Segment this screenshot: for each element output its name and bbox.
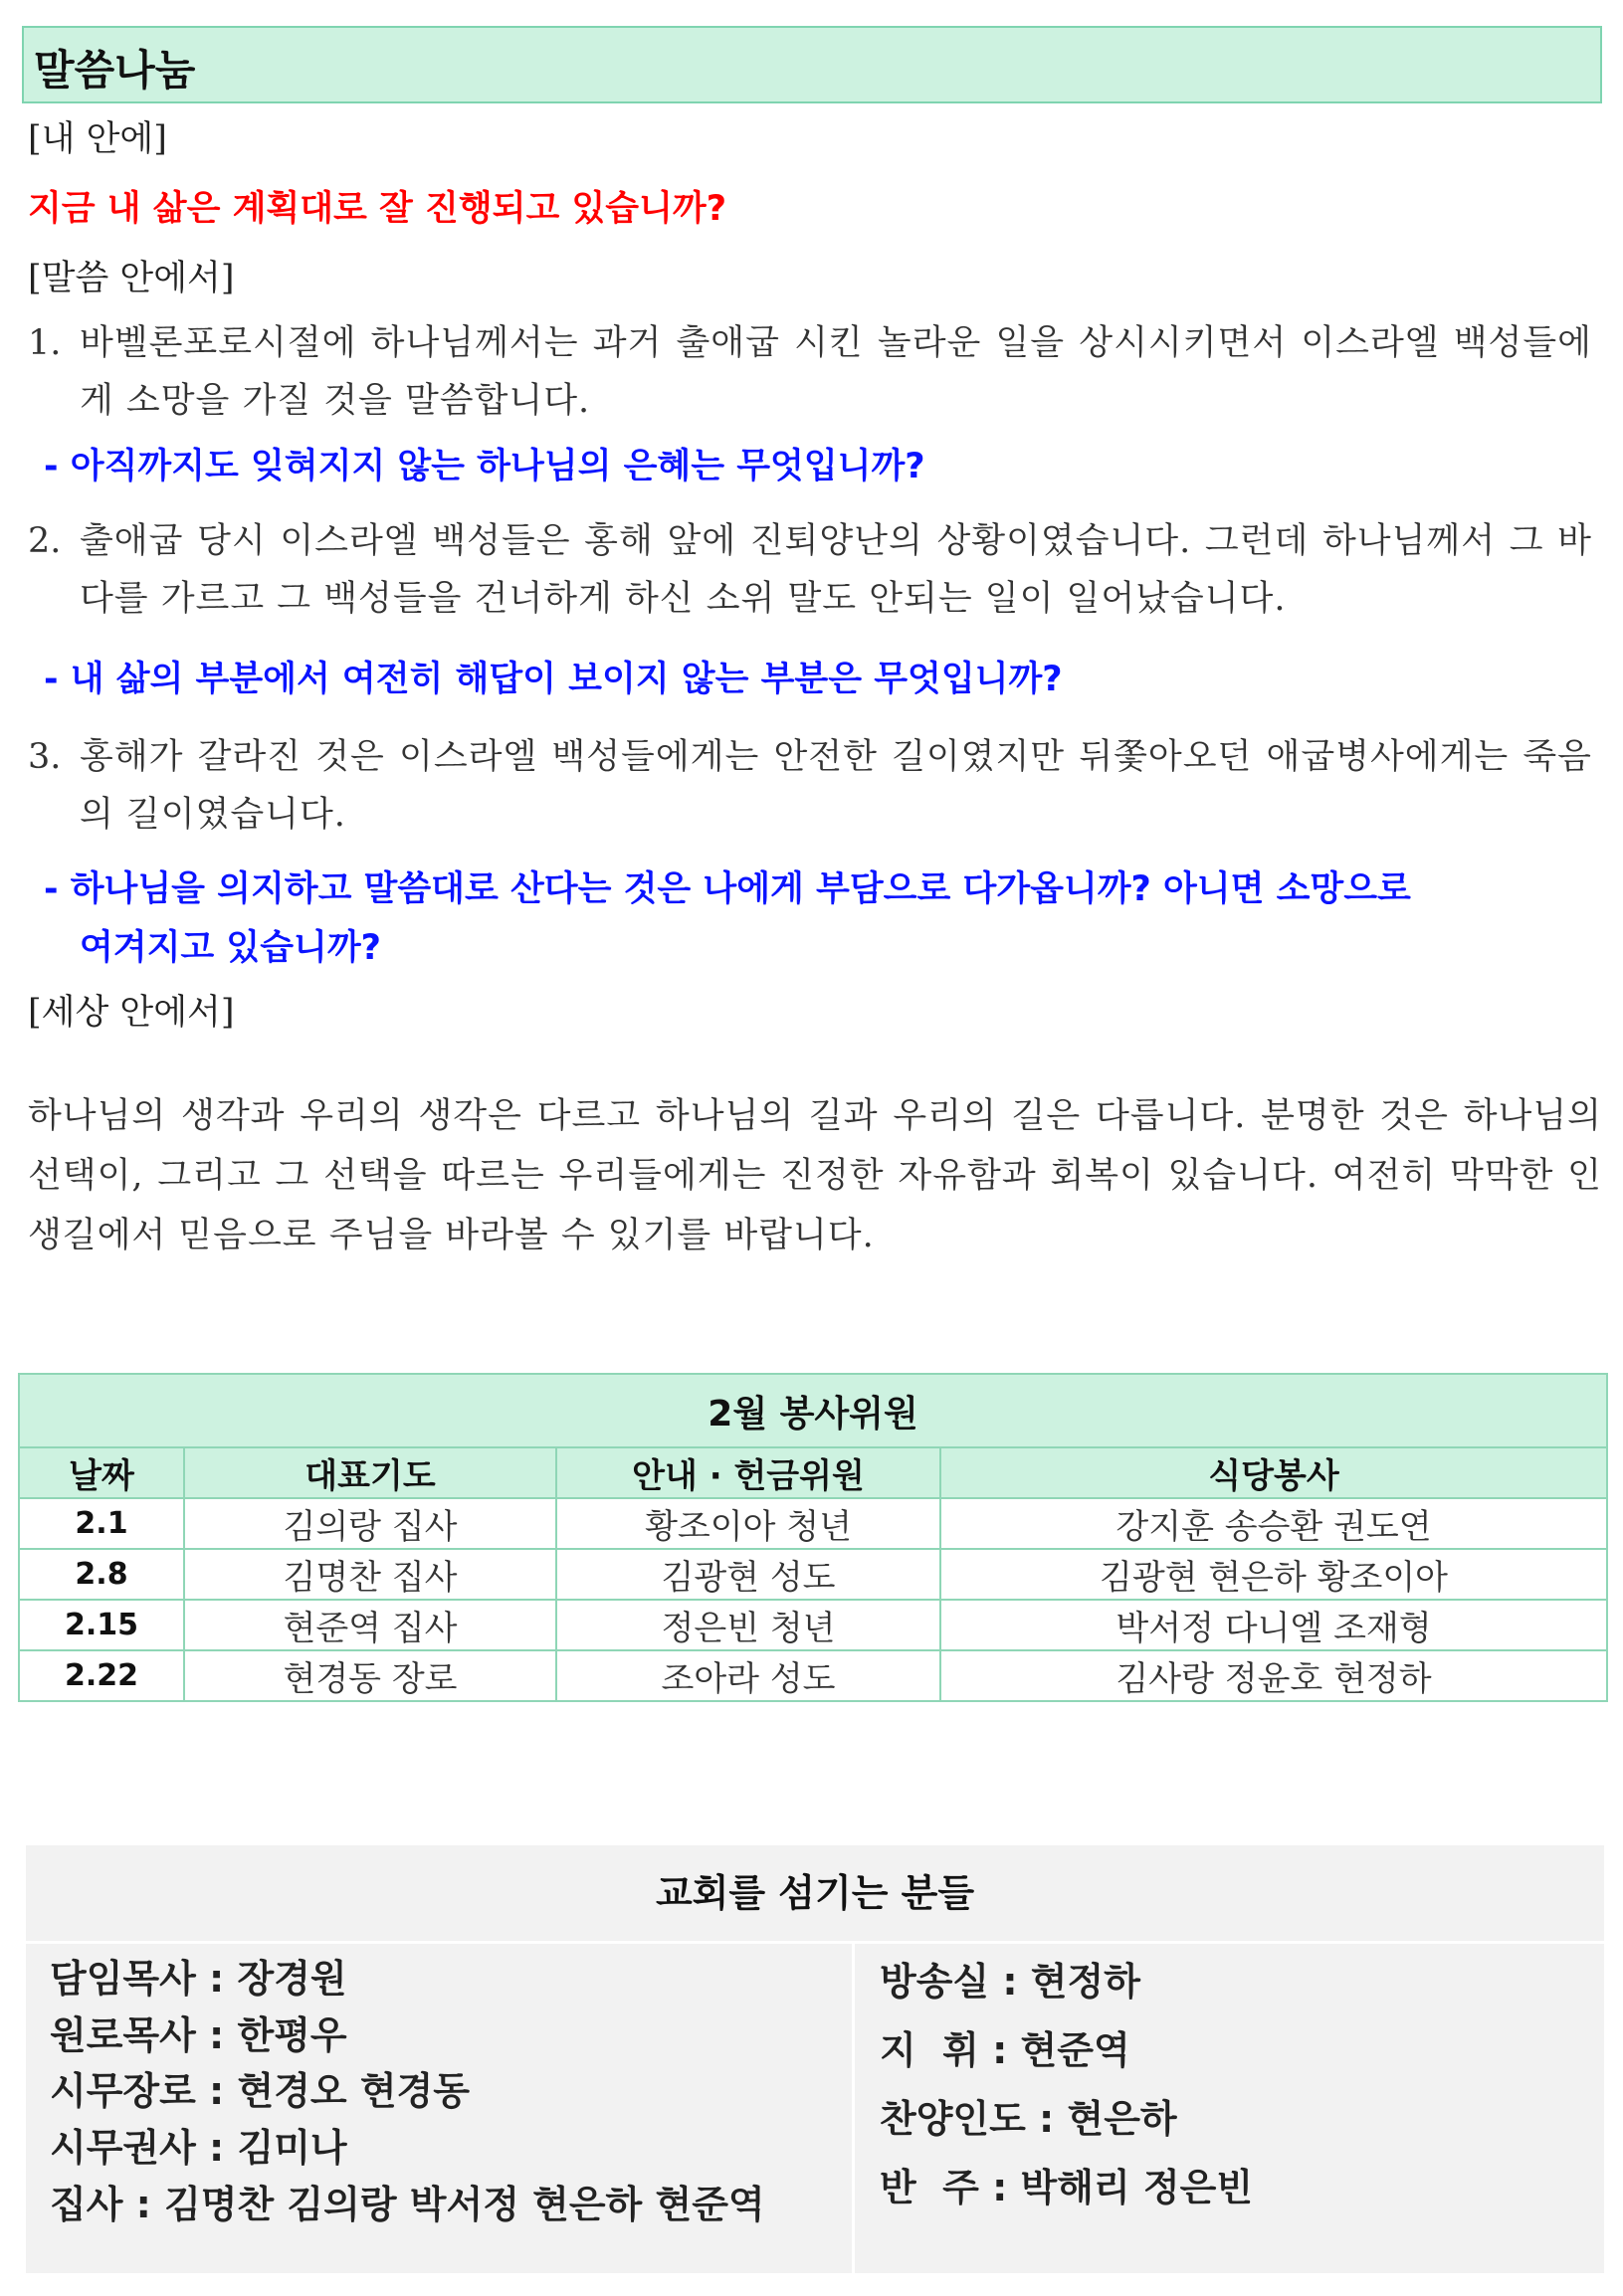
item-text: 홍해가 갈라진 것은 이스라엘 백성들에게는 안전한 길이였지만 뒤쫓아오던 애굽병사에게는 죽음의 길이였습니다. xyxy=(80,737,1592,835)
minister-line: 반 주 : 박해리 정은빈 xyxy=(880,2166,1254,2209)
section-header xyxy=(22,26,1602,103)
minister-line: 지 휘 : 현준역 xyxy=(880,2028,1130,2072)
minister-line: 찬양인도 : 현은하 xyxy=(880,2097,1177,2141)
kitchen-cell: 강지훈 송승환 권도연 xyxy=(940,1498,1607,1549)
item-number: 3. xyxy=(28,737,62,777)
prayer-cell: 김의랑 집사 xyxy=(184,1498,556,1549)
heading-within-world: [세상 안에서] xyxy=(28,993,235,1033)
heading-within-me: [내 안에] xyxy=(28,119,167,159)
date-cell: 2.1 xyxy=(19,1498,184,1549)
kitchen-cell: 박서정 다니엘 조재형 xyxy=(940,1600,1607,1650)
column-header: 안내 · 헌금위원 xyxy=(556,1447,940,1498)
item-number: 1. xyxy=(28,323,62,363)
minister-line: 담임목사 : 장경원 xyxy=(50,1957,347,2001)
usher-cell: 조아라 성도 xyxy=(556,1650,940,1701)
item-number: 2. xyxy=(28,521,62,561)
usher-cell: 황조이아 청년 xyxy=(556,1498,940,1549)
kitchen-cell: 김사랑 정윤호 현정하 xyxy=(940,1650,1607,1701)
within-me-question: 지금 내 삶은 계획대로 잘 진행되고 있습니까? xyxy=(28,189,726,229)
service-table xyxy=(18,1373,1608,1702)
minister-line: 집사 : 김명찬 김의랑 박서정 현은하 현준역 xyxy=(50,2183,765,2226)
ministers-box xyxy=(26,1845,1604,2273)
column-header: 식당봉사 xyxy=(940,1447,1607,1498)
column-header: 대표기도 xyxy=(184,1447,556,1498)
item-question: - 아직까지도 잊혀지지 않는 하나님의 은혜는 무엇입니까? xyxy=(44,447,925,486)
prayer-cell: 현준역 집사 xyxy=(184,1600,556,1650)
heading-within-word: [말씀 안에서] xyxy=(28,259,235,298)
item-question: - 내 삶의 부분에서 여전히 해답이 보이지 않는 부분은 무엇입니까? xyxy=(44,660,1063,699)
column-divider xyxy=(852,1941,855,2273)
table-row xyxy=(19,1600,1607,1650)
section-title: 말씀나눔 xyxy=(34,46,196,95)
item-question-cont: 여겨지고 있습니까? xyxy=(80,928,381,968)
usher-cell: 정은빈 청년 xyxy=(556,1600,940,1650)
date-cell: 2.8 xyxy=(19,1549,184,1600)
table-row xyxy=(19,1498,1607,1549)
column-header: 날짜 xyxy=(19,1447,184,1498)
prayer-cell: 김명찬 집사 xyxy=(184,1549,556,1600)
minister-line: 시무장로 : 현경오 현경동 xyxy=(50,2069,470,2113)
world-paragraph: 하나님의 생각과 우리의 생각은 다르고 하나님의 길과 우리의 길은 다릅니다. 분명한 것은 하나님의 선택이, 그리고 그 선택을 따르는 우리들에게는 진정한 자유함과 회복이 있습니다. 여전히 막막한 인생길에서 믿음으로 주님을 바라볼 수 있기를 바랍니다. xyxy=(28,1096,1602,1255)
date-cell: 2.22 xyxy=(19,1650,184,1701)
minister-line: 방송실 : 현정하 xyxy=(880,1960,1140,2004)
table-caption: 2월 봉사위원 xyxy=(19,1374,1607,1447)
item-text: 출애굽 당시 이스라엘 백성들은 홍해 앞에 진퇴양난의 상황이였습니다. 그런데 하나님께서 그 바다를 가르고 그 백성들을 건너하게 하신 소위 말도 안되는 일이 일어났습니다. xyxy=(80,521,1592,619)
date-cell: 2.15 xyxy=(19,1600,184,1650)
prayer-cell: 현경동 장로 xyxy=(184,1650,556,1701)
item-text: 바벨론포로시절에 하나님께서는 과거 출애굽 시킨 놀라운 일을 상시시키면서 이스라엘 백성들에게 소망을 가질 것을 말씀합니다. xyxy=(80,323,1592,421)
kitchen-cell: 김광현 현은하 황조이아 xyxy=(940,1549,1607,1600)
usher-cell: 김광현 성도 xyxy=(556,1549,940,1600)
item-question: - 하나님을 의지하고 말씀대로 산다는 것은 나에게 부담으로 다가옵니까? 아니면 소망으로 xyxy=(44,869,1411,909)
table-row xyxy=(19,1650,1607,1701)
minister-line: 원로목사 : 한평우 xyxy=(50,2013,347,2057)
ministers-title: 교회를 섬기는 분들 xyxy=(26,1845,1604,1944)
table-row xyxy=(19,1549,1607,1600)
minister-line: 시무권사 : 김미나 xyxy=(50,2126,347,2170)
